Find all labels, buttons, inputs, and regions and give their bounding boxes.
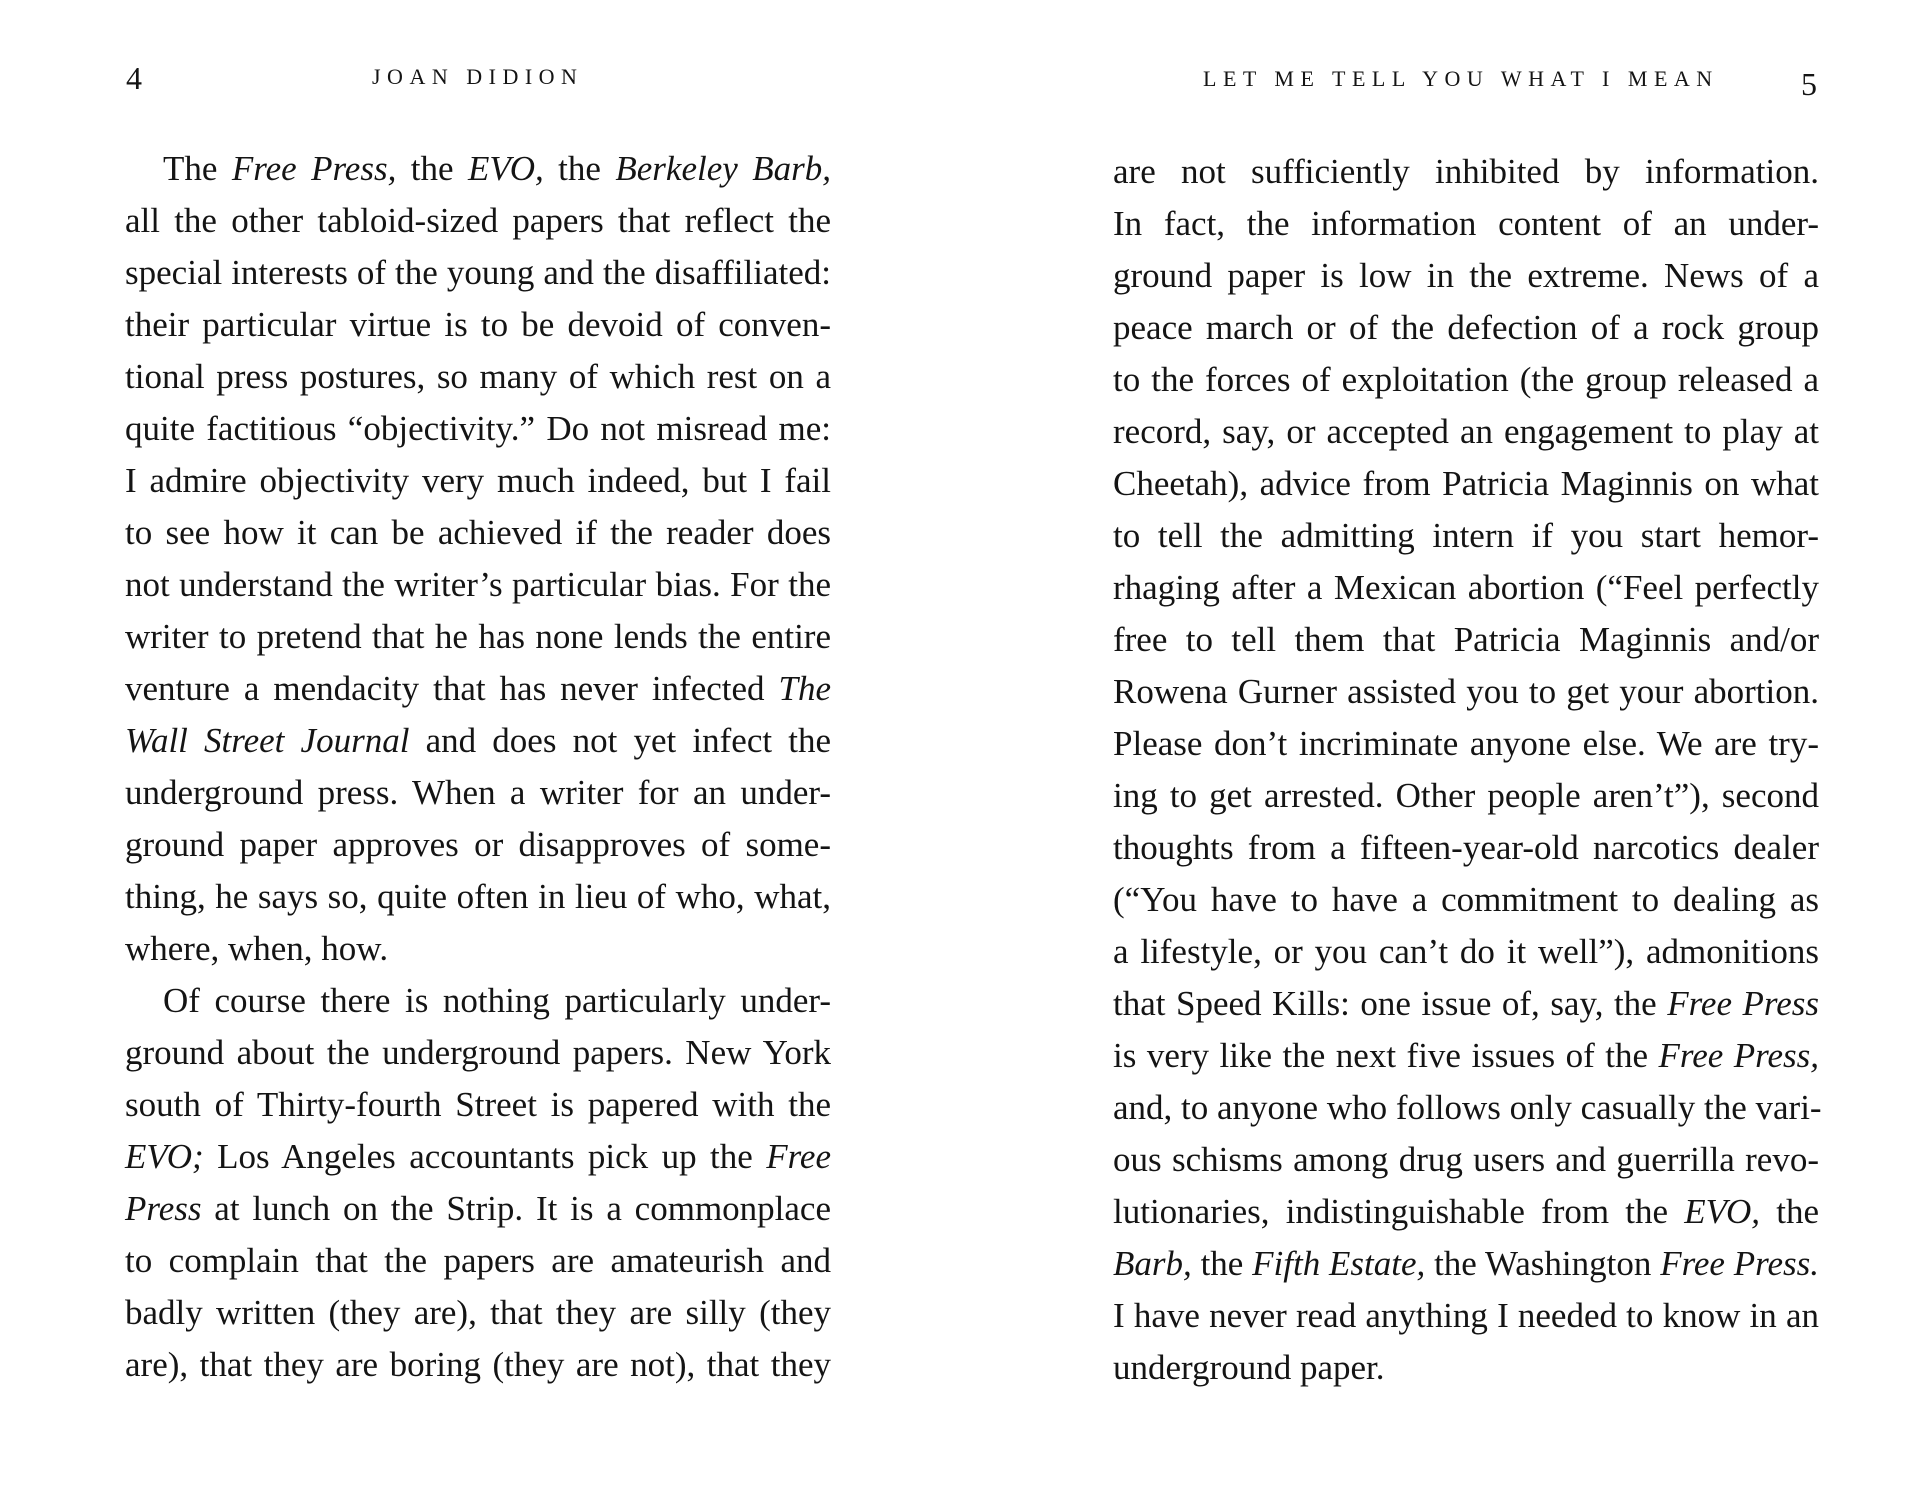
text-line: peace march or of the defection of a rock group — [1113, 308, 1819, 347]
text-line: ous schisms among drug users and guerrilla revo- — [1113, 1140, 1819, 1179]
text-line: Please don’t incriminate anyone else. We are try- — [1113, 724, 1819, 763]
right-page — [963, 0, 1927, 1504]
left-body-text — [125, 143, 831, 1391]
text-line: to tell the admitting intern if you start hemor- — [1113, 516, 1819, 555]
right-running-head: LET ME TELL YOU WHAT I MEAN — [1203, 66, 1719, 91]
right-body-text — [1113, 146, 1822, 1394]
text-line: to complain that the papers are amateurish and — [125, 1241, 831, 1280]
right-folio: 5 — [1801, 66, 1817, 102]
text-line: EVO; Los Angeles accountants pick up the Free — [125, 1137, 831, 1176]
text-line: badly written (they are), that they are silly (they — [125, 1293, 831, 1332]
text-line: not understand the writer’s particular bias. For the — [125, 565, 831, 604]
text-line: In fact, the information content of an under- — [1113, 204, 1819, 243]
text-line: rhaging after a Mexican abortion (“Feel perfectly — [1113, 568, 1819, 607]
text-line: thing, he says so, quite often in lieu of who, what, — [125, 877, 831, 916]
text-line: Press at lunch on the Strip. It is a commonplace — [125, 1189, 831, 1228]
text-line: is very like the next five issues of the Free Press, — [1113, 1036, 1819, 1075]
text-line: that Speed Kills: one issue of, say, the Free Press — [1113, 984, 1819, 1023]
text-line: ing to get arrested. Other people aren’t”), second — [1113, 776, 1819, 815]
text-line: tional press postures, so many of which rest on a — [125, 357, 831, 396]
text-line: free to tell them that Patricia Maginnis and/or — [1113, 620, 1819, 659]
left-page — [0, 0, 963, 1504]
text-line: underground paper. — [1113, 1348, 1385, 1387]
text-line: Barb, the Fifth Estate, the Washington Free Press. — [1113, 1244, 1820, 1283]
text-line: ground about the underground papers. New York — [125, 1033, 831, 1072]
text-line: south of Thirty-fourth Street is papered with the — [125, 1085, 831, 1124]
text-line: quite factitious “objectivity.” Do not misread me: — [125, 409, 831, 448]
text-line: Rowena Gurner assisted you to get your abortion. — [1113, 672, 1819, 711]
text-line: thoughts from a fifteen-year-old narcotics dealer — [1113, 828, 1819, 867]
text-line: are not sufficiently inhibited by information. — [1113, 152, 1819, 191]
text-line: I admire objectivity very much indeed, but I fail — [125, 461, 831, 500]
text-line: (“You have to have a commitment to dealing as — [1113, 880, 1819, 919]
text-line: are), that they are boring (they are not), that they — [125, 1345, 831, 1384]
text-line: venture a mendacity that has never infected The — [125, 669, 831, 708]
text-line: and, to anyone who follows only casually the vari- — [1113, 1088, 1822, 1127]
text-line: Of course there is nothing particularly under- — [163, 981, 831, 1020]
text-line: all the other tabloid-sized papers that reflect the — [125, 201, 831, 240]
left-folio: 4 — [126, 60, 142, 96]
text-line: their particular virtue is to be devoid of conven- — [125, 305, 831, 344]
text-line: where, when, how. — [125, 929, 389, 968]
text-line: Cheetah), advice from Patricia Maginnis on what — [1113, 464, 1819, 503]
text-line: to see how it can be achieved if the reader does — [125, 513, 831, 552]
text-line: to the forces of exploitation (the group released a — [1113, 360, 1819, 399]
text-line: special interests of the young and the disaffiliated: — [125, 253, 831, 292]
text-line: The Free Press, the EVO, the Berkeley Barb, — [163, 149, 831, 188]
text-line: lutionaries, indistinguishable from the EVO, the — [1113, 1192, 1819, 1231]
text-line: I have never read anything I needed to know in an — [1113, 1296, 1819, 1335]
text-line: ground paper approves or disapproves of some- — [125, 825, 831, 864]
text-line: underground press. When a writer for an under- — [125, 773, 831, 812]
text-line: a lifestyle, or you can’t do it well”), admonitions — [1113, 932, 1819, 971]
text-line: Wall Street Journal and does not yet infect the — [125, 721, 832, 760]
text-line: writer to pretend that he has none lends the entire — [125, 617, 831, 656]
text-line: ground paper is low in the extreme. News of a — [1113, 256, 1819, 295]
left-running-head: JOAN DIDION — [372, 64, 584, 89]
text-line: record, say, or accepted an engagement to play at — [1113, 412, 1819, 451]
